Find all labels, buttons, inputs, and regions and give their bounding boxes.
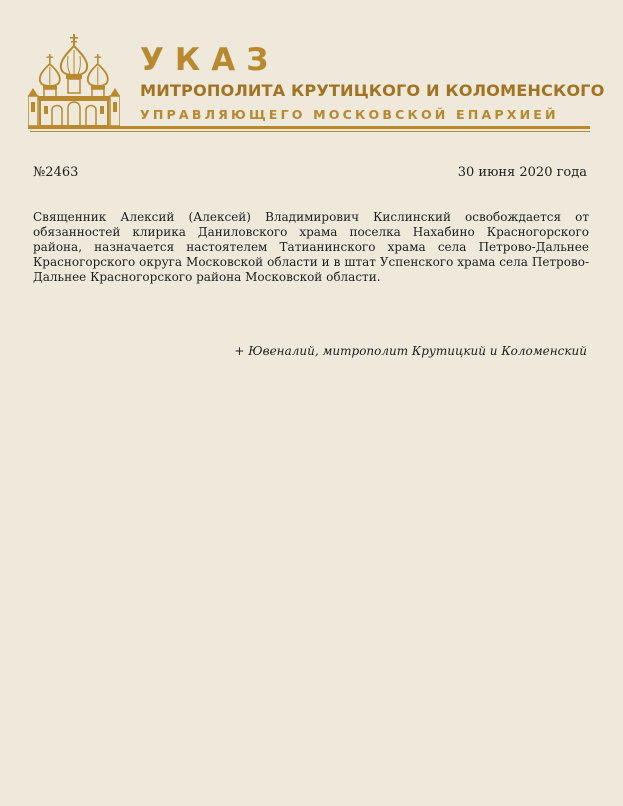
church-domes-icon	[28, 34, 120, 130]
header-divider-thick	[30, 126, 590, 129]
decree-title: УКАЗ	[140, 42, 280, 78]
header-divider-thin	[30, 131, 590, 132]
issuer-title: МИТРОПОЛИТА КРУТИЦКОГО И КОЛОМЕНСКОГО	[140, 81, 605, 100]
title-block	[140, 42, 605, 124]
decree-body: Священник Алексий (Алексей) Владимирович Кислинский освобождается от обязанностей клирика Даниловского храма поселка Нахабино Красногорского района, назначается настоятелем Татианинского храма села Петрово-Дальнее Красногорского округа Московской области и в штат Успенского храма села Петрово-Дальнее Красногорского района Московской области.	[33, 210, 589, 284]
document-header	[0, 0, 623, 140]
decree-signature: + Ювеналий, митрополит Крутицкий и Коломенский	[234, 344, 587, 358]
decree-number: №2463	[33, 165, 79, 180]
issuer-subtitle: УПРАВЛЯЮЩЕГО МОСКОВСКОЙ ЕПАРХИЕЙ	[140, 107, 559, 122]
decree-date: 30 июня 2020 года	[457, 165, 587, 180]
